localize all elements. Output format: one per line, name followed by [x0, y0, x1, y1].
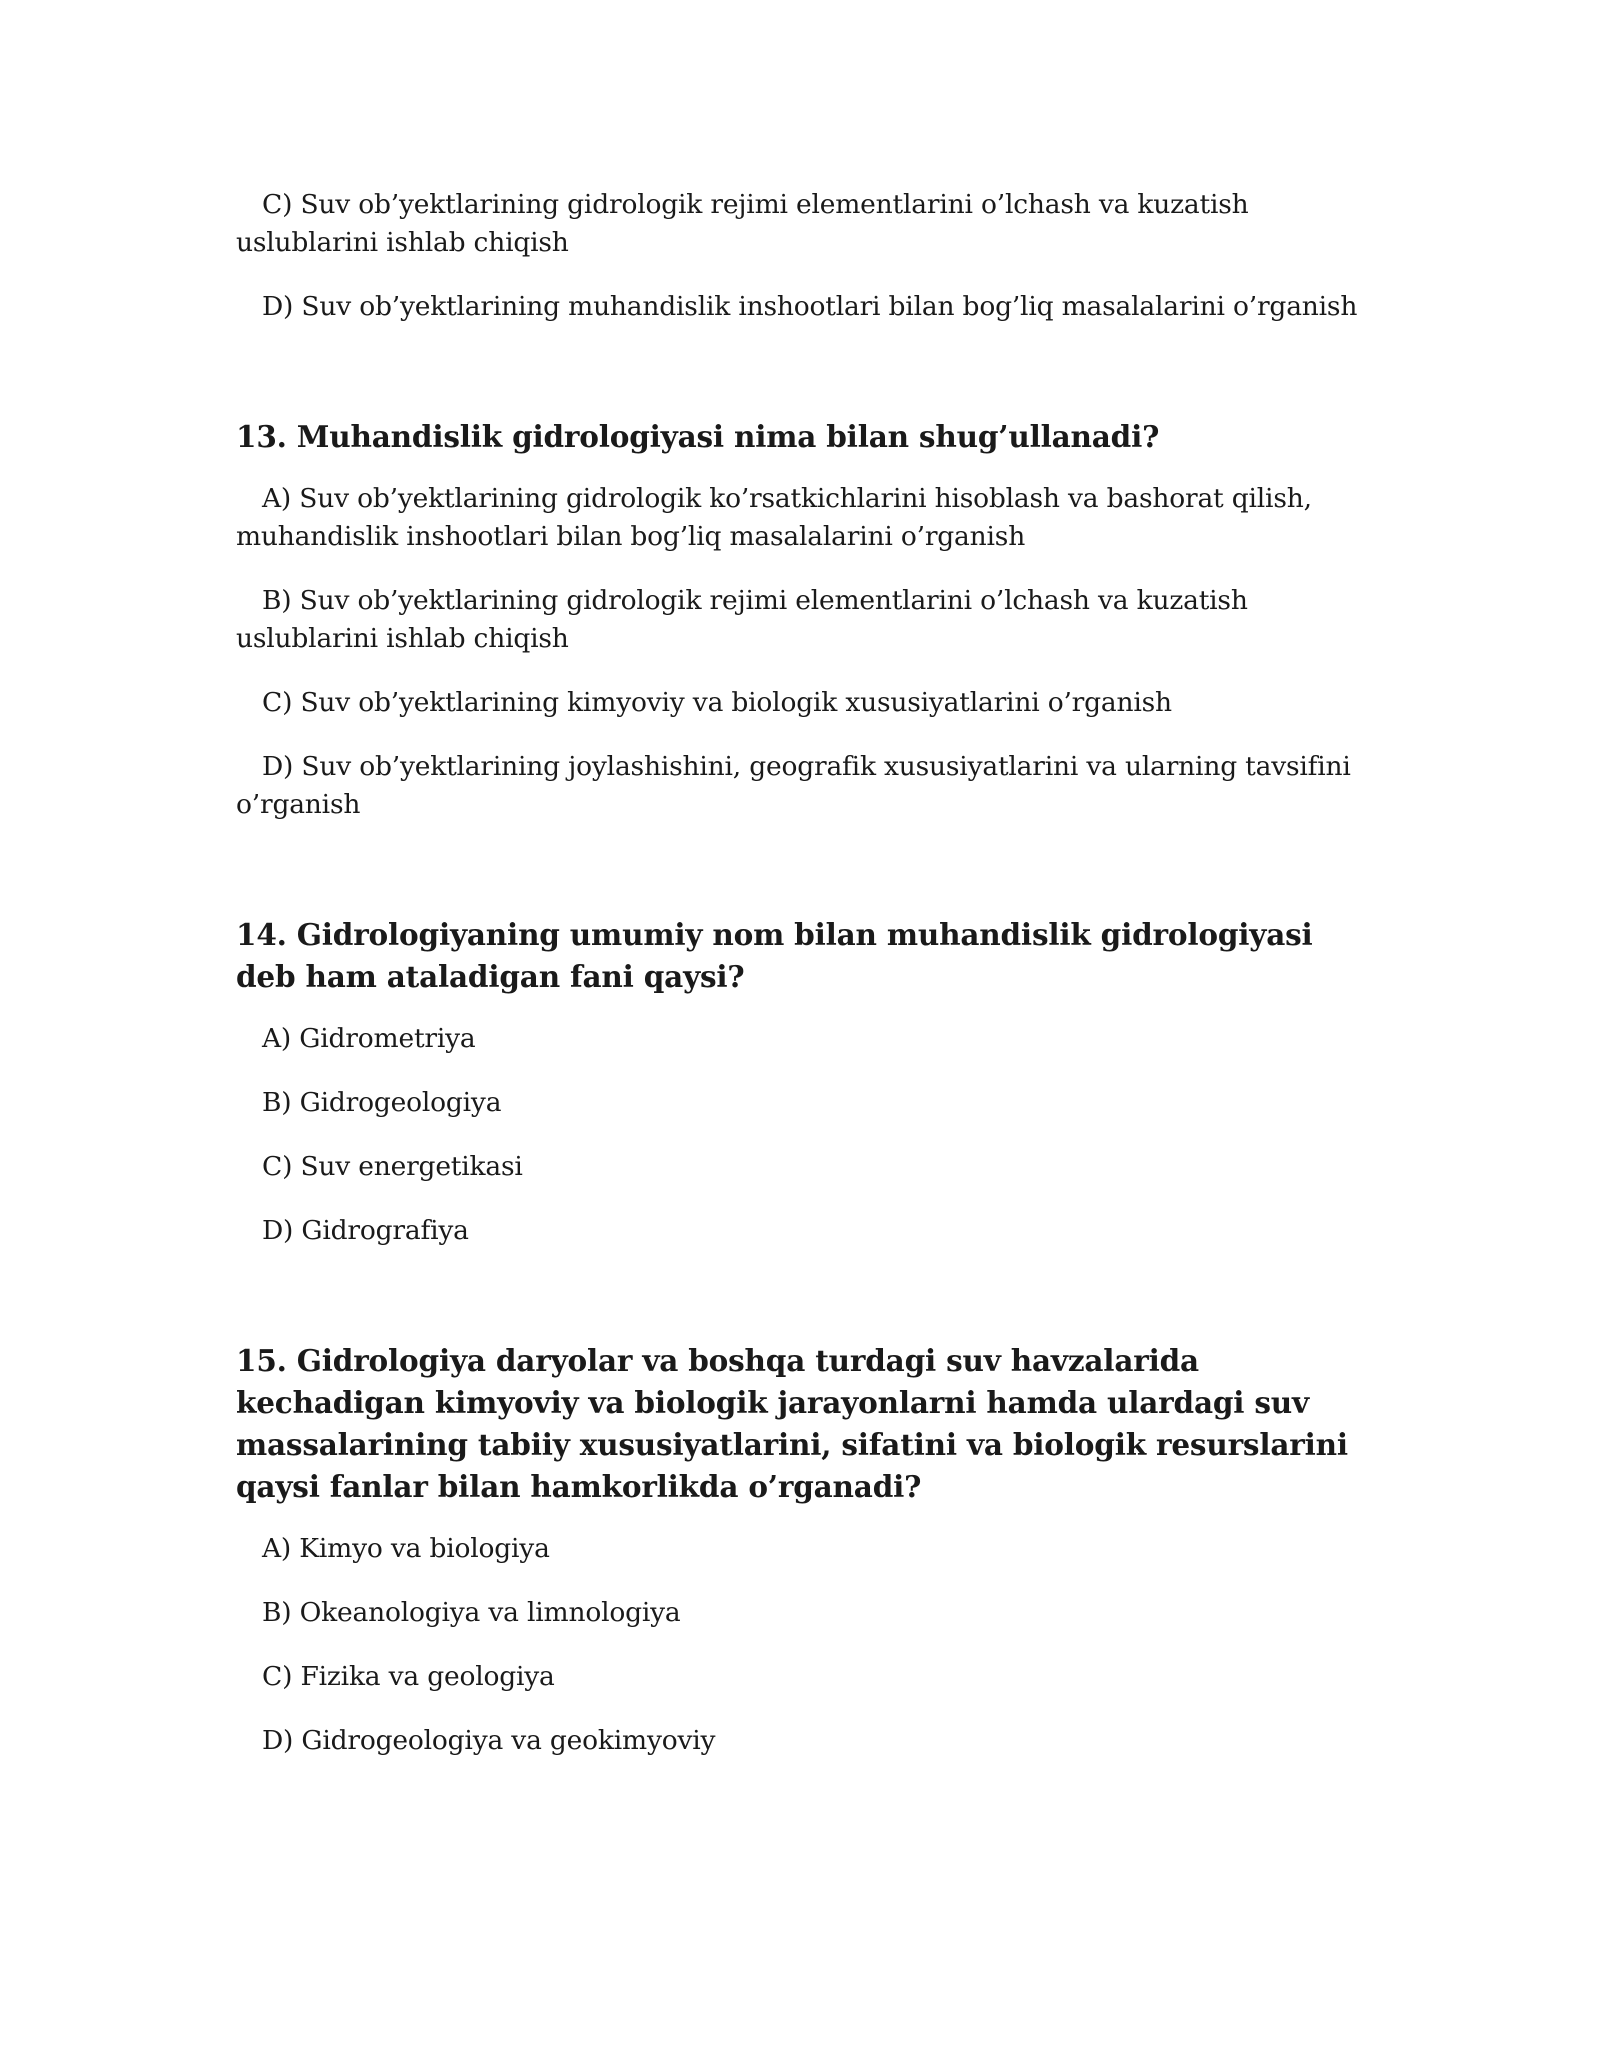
option-c: C) Suv energetikasi: [262, 1151, 523, 1182]
question-15: [236, 1340, 1366, 1760]
spacer: [236, 1276, 1366, 1340]
option-c: C) Suv ob’yektlarining gidrologik rejimi elementlarini o’lchash va kuzatish uslublarini ishlab chiqish: [236, 189, 1249, 258]
option-c: C) Suv ob’yektlarining kimyoviy va biologik xususiyatlarini o’rganish: [262, 687, 1172, 718]
carryover-options: [236, 186, 1366, 326]
option-b: B) Okeanologiya va limnologiya: [262, 1597, 681, 1628]
document-page: [236, 186, 1366, 1786]
question-text: 15. Gidrologiya daryolar va boshqa turdagi suv havzalarida kechadigan kimyoviy va biologik jarayonlarni hamda ulardagi suv massalarining tabiiy xususiyatlarini, sifatini va biologik resurslarini qaysi fanlar bilan hamkorlikda o’rganadi?: [236, 1343, 1348, 1504]
option-a: A) Kimyo va biologiya: [262, 1533, 550, 1564]
option-d: D) Gidrogeologiya va geokimyoviy: [262, 1725, 716, 1756]
spacer: [236, 352, 1366, 416]
question-14: [236, 914, 1366, 1250]
option-a: A) Suv ob’yektlarining gidrologik ko’rsatkichlarini hisoblash va bashorat qilish, muhandislik inshootlari bilan bog’liq masalalarini o’rganish: [236, 483, 1312, 552]
option-b: B) Gidrogeologiya: [262, 1087, 502, 1118]
spacer: [236, 850, 1366, 914]
option-c: C) Fizika va geologiya: [262, 1661, 555, 1692]
option-a: A) Gidrometriya: [262, 1023, 476, 1054]
option-b: B) Suv ob’yektlarining gidrologik rejimi elementlarini o’lchash va kuzatish uslublarini ishlab chiqish: [236, 585, 1248, 654]
option-d: D) Suv ob’yektlarining muhandislik inshootlari bilan bog’liq masalalarini o’rganish: [262, 291, 1358, 322]
option-d: D) Gidrografiya: [262, 1215, 469, 1246]
question-13: [236, 416, 1366, 824]
question-text: 13. Muhandislik gidrologiyasi nima bilan shug’ullanadi?: [236, 419, 1160, 454]
question-text: 14. Gidrologiyaning umumiy nom bilan muhandislik gidrologiyasi deb ham ataladigan fani qaysi?: [236, 917, 1313, 994]
option-d: D) Suv ob’yektlarining joylashishini, geografik xususiyatlarini va ularning tavsifini o’rganish: [236, 751, 1351, 820]
